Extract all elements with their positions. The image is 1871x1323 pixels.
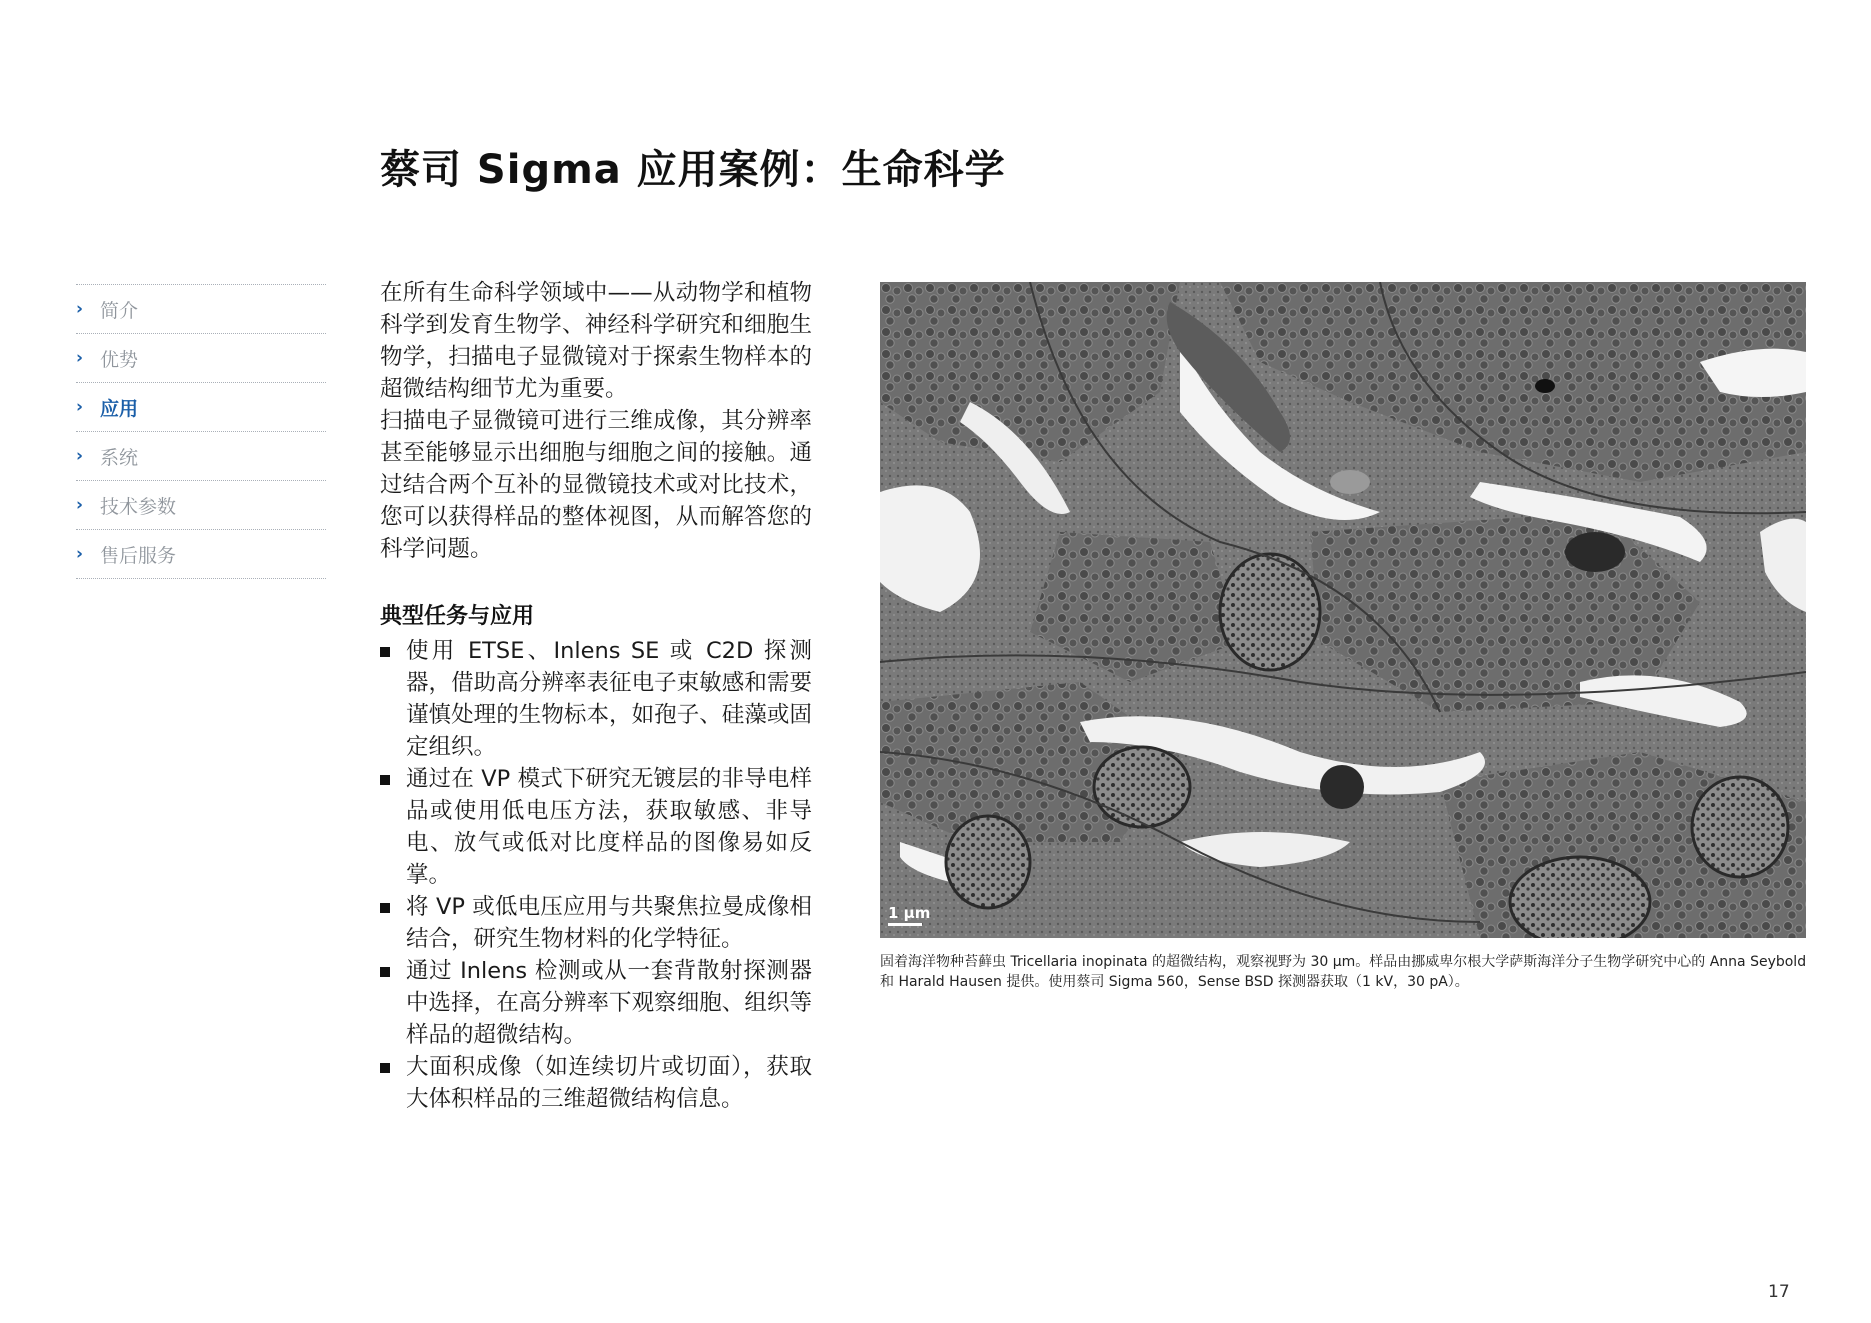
sidenav-item-label: 优势 (100, 348, 139, 371)
sidenav-item-label: 简介 (100, 299, 139, 322)
intro-paragraph: 在所有生命科学领域中——从动物学和植物科学到发育生物学、神经科学研究和细胞生物学，扫描电子显微镜对于探索生物样本的超微结构细节尤为重要。 (380, 280, 812, 402)
sem-micrograph (880, 282, 1806, 938)
sidenav-item-advantages[interactable] (76, 334, 326, 383)
square-bullet-icon (380, 1063, 390, 1073)
list-item (380, 763, 812, 891)
intro-paragraph: 扫描电子显微镜可进行三维成像，其分辨率甚至能够显示出细胞与细胞之间的接触。通过结合两个互补的显微镜技术或对比技术，您可以获得样品的整体视图，从而解答您的科学问题。 (380, 408, 812, 562)
list-item (380, 955, 812, 1051)
square-bullet-icon (380, 775, 390, 785)
list-item (380, 635, 812, 763)
sidenav-item-specs[interactable] (76, 481, 326, 530)
sidenav-item-intro[interactable] (76, 285, 326, 334)
main-text-column (380, 277, 812, 1115)
square-bullet-icon (380, 967, 390, 977)
side-navigation (76, 284, 326, 579)
sidenav-item-applications[interactable] (76, 383, 326, 432)
chevron-right-icon: › (76, 299, 84, 319)
list-item-text: 通过 Inlens 检测或从一套背散射探测器中选择，在高分辨率下观察细胞、组织等样品的超微结构。 (406, 958, 812, 1048)
section-heading: 典型任务与应用 (380, 604, 535, 629)
sidenav-item-label: 系统 (100, 446, 139, 469)
page-number: 17 (1768, 1282, 1790, 1302)
list-item (380, 1051, 812, 1115)
sidenav-item-system[interactable] (76, 432, 326, 481)
list-item-text: 通过在 VP 模式下研究无镀层的非导电样品或使用低电压方法，获取敏感、非导电、放气或低对比度样品的图像易如反掌。 (406, 766, 812, 888)
sidenav-item-service[interactable] (76, 530, 326, 579)
list-item-text: 将 VP 或低电压应用与共聚焦拉曼成像相结合，研究生物材料的化学特征。 (406, 894, 812, 952)
chevron-right-icon: › (76, 544, 84, 564)
chevron-right-icon: › (76, 348, 84, 368)
chevron-right-icon: › (76, 397, 84, 417)
scale-bar-label: 1 µm (888, 904, 931, 922)
figure-caption: 固着海洋物种苔藓虫 Tricellaria inopinata 的超微结构，观察视野为 30 µm。样品由挪威卑尔根大学萨斯海洋分子生物学研究中心的 Anna Seybold 和 Harald Hausen 提供。使用蔡司 Sigma 560，Sense BSD 探测器获取（1 kV，30 pA）。 (880, 954, 1807, 990)
square-bullet-icon (380, 903, 390, 913)
scale-bar-line (888, 923, 922, 926)
sidenav-item-label: 应用 (100, 397, 139, 420)
list-item-text: 大面积成像（如连续切片或切面），获取大体积样品的三维超微结构信息。 (406, 1054, 812, 1112)
page-title: 蔡司 Sigma 应用案例：生命科学 (380, 147, 1006, 193)
task-list (380, 635, 812, 1115)
chevron-right-icon: › (76, 446, 84, 466)
sidenav-item-label: 售后服务 (100, 544, 177, 567)
sidenav-item-label: 技术参数 (100, 495, 177, 518)
scale-bar (888, 904, 930, 926)
list-item-text: 使用 ETSE、Inlens SE 或 C2D 探测器，借助高分辨率表征电子束敏感和需要谨慎处理的生物标本，如孢子、硅藻或固定组织。 (406, 638, 812, 760)
micrograph-image (880, 282, 1806, 938)
list-item (380, 891, 812, 955)
chevron-right-icon: › (76, 495, 84, 515)
square-bullet-icon (380, 647, 390, 657)
